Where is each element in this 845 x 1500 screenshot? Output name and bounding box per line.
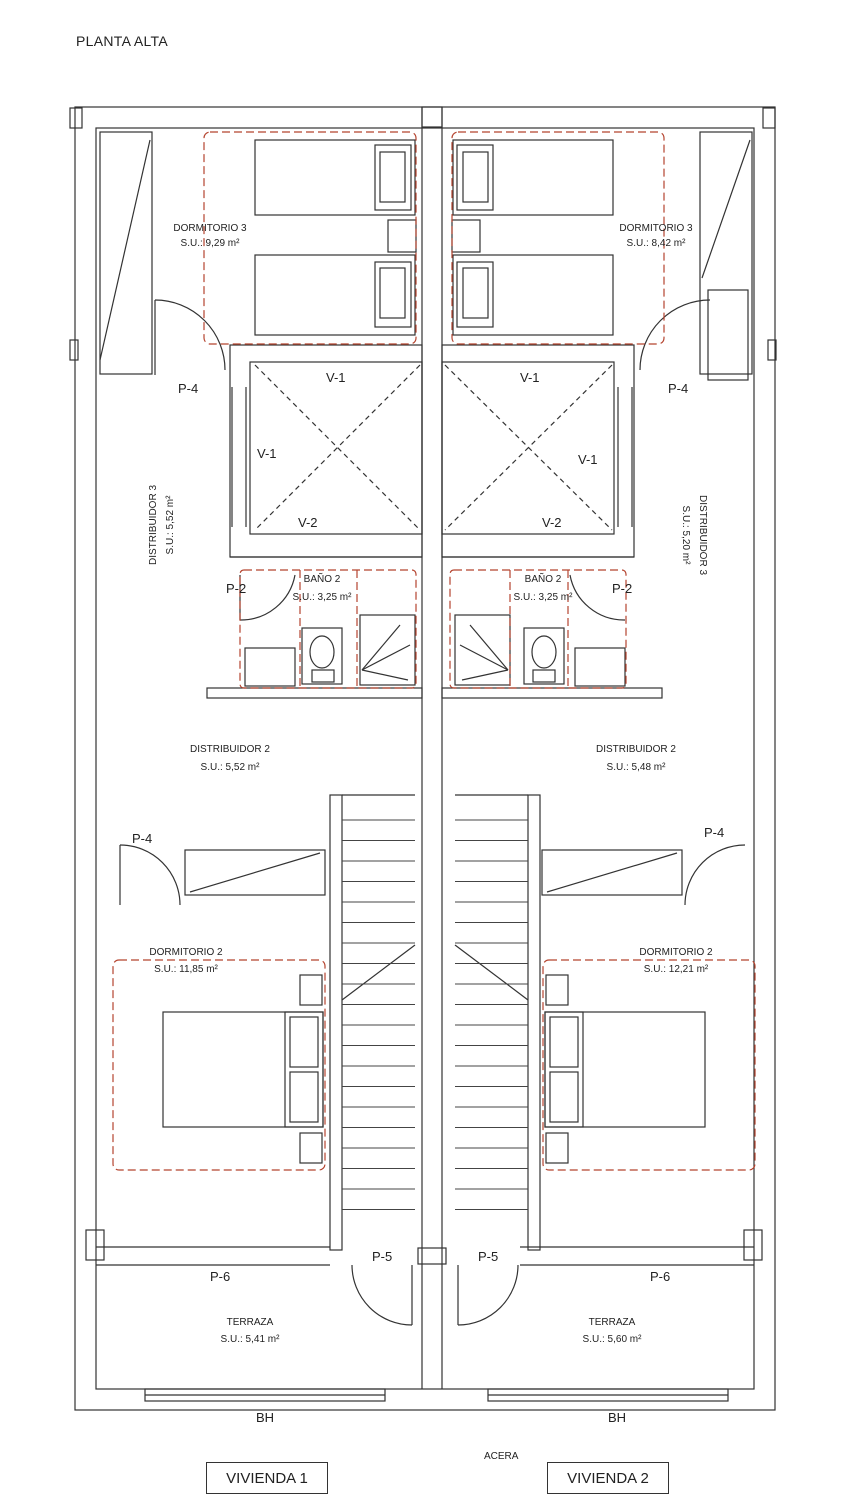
room-outlines [113, 132, 755, 1170]
room-name: DISTRIBUIDOR 3 [697, 494, 708, 576]
door-label: P-2 [612, 581, 633, 596]
door-label: P-4 [704, 825, 725, 840]
room-area: S.U.: 9,29 m² [180, 238, 240, 249]
bathroom-fixtures-2 [455, 615, 625, 686]
window-label: V-2 [298, 515, 318, 530]
room-area: S.U.: 11,85 m² [154, 964, 218, 975]
labels-house-1 [132, 223, 392, 1425]
bathroom-walls [207, 557, 662, 698]
bed-dorm2-house2 [545, 975, 705, 1163]
room-area: S.U.: 12,21 m² [643, 964, 709, 975]
bed-dorm2-house1 [163, 975, 323, 1163]
room-area: S.U.: 5,48 m² [606, 762, 666, 773]
house-2-label: VIVIENDA 2 [547, 1462, 669, 1494]
room-name: DISTRIBUIDOR 2 [595, 744, 677, 755]
room-area: S.U.: 5,41 m² [220, 1334, 280, 1345]
window-label: BH [256, 1410, 275, 1425]
stairs [330, 795, 540, 1250]
window-label: V-1 [578, 452, 598, 467]
bathroom-fixtures-1 [245, 615, 415, 686]
room-name: TERRAZA [588, 1317, 636, 1328]
door-label: P-6 [210, 1269, 231, 1284]
door-label: P-4 [668, 381, 689, 396]
door-label: P-6 [650, 1269, 671, 1284]
door-label: P-2 [226, 581, 247, 596]
door-swings [120, 300, 745, 1325]
room-area: S.U.: 3,25 m² [292, 592, 352, 603]
door-label: P-5 [478, 1249, 499, 1264]
plan-title: PLANTA ALTA [76, 33, 169, 49]
window-label: V-2 [542, 515, 562, 530]
stair-treads [342, 820, 528, 1210]
room-area: S.U.: 5,60 m² [582, 1334, 642, 1345]
room-area: S.U.: 5,20 m² [680, 505, 691, 565]
room-area: S.U.: 8,42 m² [626, 238, 686, 249]
door-label: P-4 [132, 831, 153, 846]
room-name: DISTRIBUIDOR 2 [189, 744, 271, 755]
beds-dorm3-house1 [255, 140, 416, 335]
room-name: DORMITORIO 2 [639, 947, 713, 958]
window-label: V-1 [326, 370, 346, 385]
door-label: P-5 [372, 1249, 393, 1264]
room-name: DISTRIBUIDOR 3 [148, 484, 159, 566]
room-name: TERRAZA [226, 1317, 274, 1328]
house-1-label: VIVIENDA 1 [206, 1462, 328, 1494]
room-name: DORMITORIO 3 [173, 223, 247, 234]
door-label: P-4 [178, 381, 199, 396]
beds-dorm3-house2 [452, 140, 613, 335]
street-label: ACERA [484, 1451, 519, 1462]
room-name: BAÑO 2 [524, 574, 562, 585]
room-name: DORMITORIO 2 [149, 947, 223, 958]
room-area: S.U.: 5,52 m² [165, 495, 176, 555]
window-label: BH [608, 1410, 627, 1425]
room-name: BAÑO 2 [303, 574, 341, 585]
room-name: DORMITORIO 3 [619, 223, 693, 234]
room-area: S.U.: 5,52 m² [200, 762, 260, 773]
labels-house-2 [478, 223, 724, 1425]
room-area: S.U.: 3,25 m² [513, 592, 573, 603]
window-label: V-1 [257, 446, 277, 461]
window-label: V-1 [520, 370, 540, 385]
